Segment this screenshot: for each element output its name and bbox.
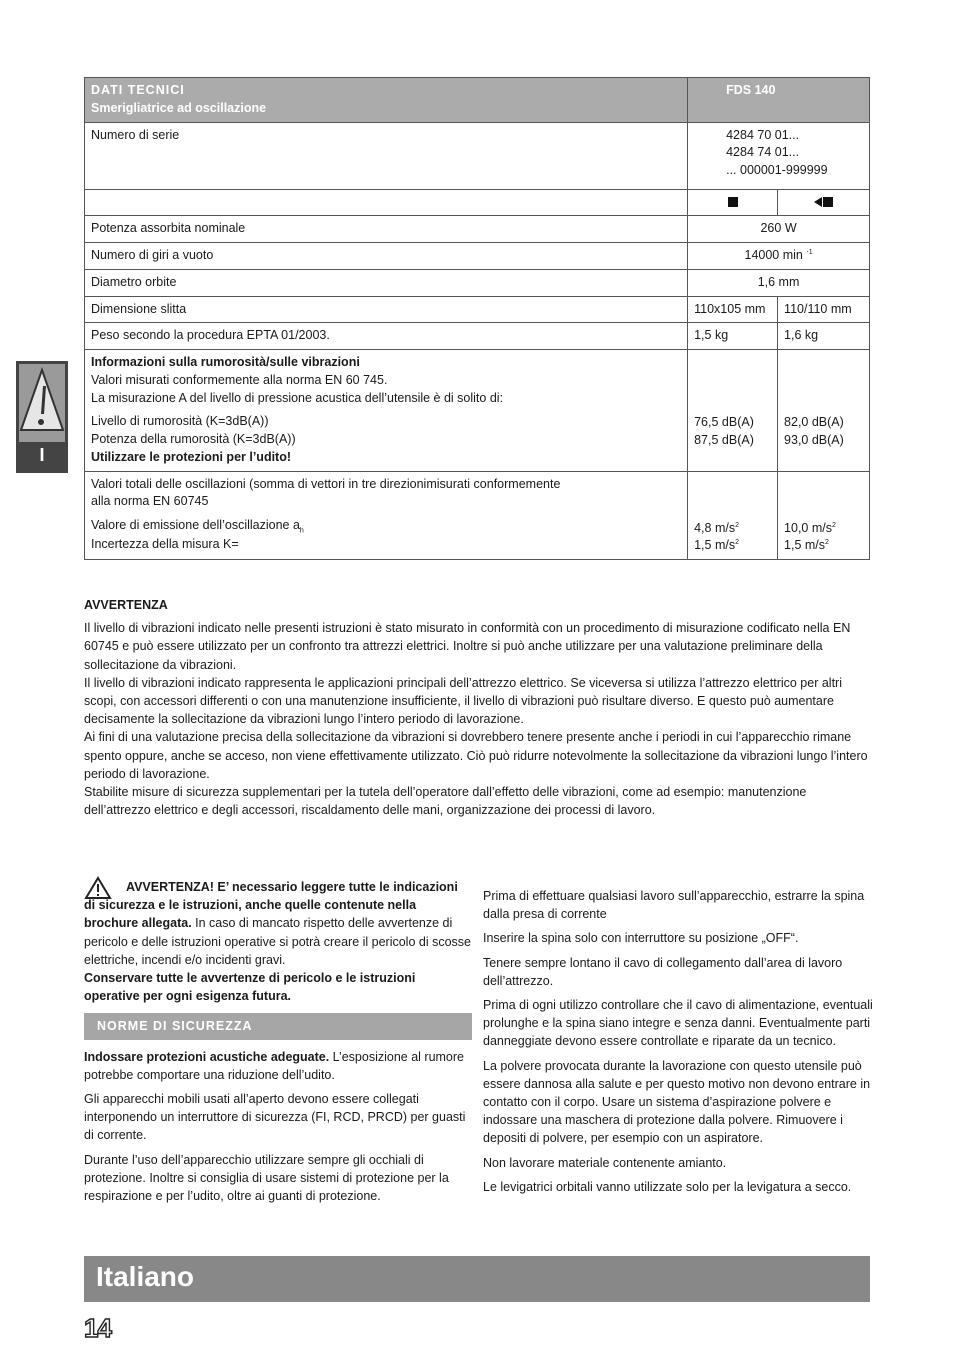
safety-warning-bold: AVVERTENZA! E’ necessario leggere tutte le indicazioni di sicurezza e le istruzioni, anche quelle contenute nella brochure allegata.: [84, 880, 458, 931]
vibration-warning-section: [84, 596, 874, 819]
pad-value-a: 110x105 mm: [688, 296, 778, 323]
serial-values-cell: [688, 122, 870, 189]
vibration-warning-title: AVVERTENZA: [84, 598, 168, 612]
pad-label: Dimensione slitta: [85, 296, 688, 323]
serial-label: Numero di serie: [85, 122, 688, 189]
vibration-warning-text: Il livello di vibrazioni indicato nelle presenti istruzioni è stato misurato in conformità con un procedimento di misurazione codificato nella EN 60745 e può essere utilizzato per un confronto tra attrezzi elettrici. Inoltre si può anche utilizzare per una valutazione preliminare della sollecitazione da vibrazioni. Il livello di vibrazioni indicato rappresenta le applicazioni principali dell’attrezzo elettrico. Se viceversa si utilizza l’attrezzo elettrico per altri scopi, con accessori differenti o con una manutenzione insufficiente, il livello di vibrazioni può risultare diverso. E questo può aumentare decisamente la sollecitazione da vibrazioni lungo l’intero periodo di lavorazione. Ai fini di una valutazione precisa della sollecitazione da vibrazioni si dovrebbero tenere presente anche i periodi in cui l’apparecchio rimane spento oppure, anche se acceso, non viene effettivamente utilizzato. Ciò può ridurre notevolmente la sollecitazione da vibrazioni lungo l’intero periodo di lavorazione. Stabilite misure di sicurezza supplementari per la tutela dell’operatore dall’effetto delle vibrazioni, come ad esempio: manutenzione dell’attrezzo elettrico e degli accessori, riscaldamento delle mani, organizzazione dei processi di lavoro.: [84, 621, 868, 818]
paragraph: La polvere provocata durante la lavorazione con questo utensile può essere dannosa alla salute e per questo motivo non devono entrare in contatto con il corpo. Usare un sistema d’aspirazione polvere e indossare una maschera di protezione dalla polvere. Rimuovere i depositi di polvere, per esempio con un aspiratore.: [483, 1058, 871, 1146]
noise-power-a: 87,5 dB(A): [694, 432, 754, 447]
unit-exponent: 2: [831, 521, 836, 529]
weight-value-b: 1,6 kg: [778, 323, 870, 350]
speed-value: 14000 min: [744, 248, 803, 262]
paragraph: Le levigatrici orbitali vanno utilizzate solo per la levigatura a secco.: [483, 1179, 852, 1194]
pad-value-b: 110/110 mm: [778, 296, 870, 323]
noise-values-b: [778, 350, 870, 472]
unit-exponent: 2: [735, 521, 740, 529]
paragraph-bold: Indossare protezioni acustiche adeguate.: [84, 1049, 330, 1064]
warning-icon-box: [19, 364, 65, 442]
vibration-values-b: [778, 471, 870, 560]
rewind-stop-symbol-cell: [778, 189, 870, 216]
serial-value: ... 000001-999999: [726, 163, 828, 177]
speed-unit-exponent: -1: [806, 248, 813, 256]
vibration-value-b-line: [784, 520, 863, 538]
section-title-safety-rules: NORME DI SICUREZZA: [84, 1013, 472, 1039]
speed-label: Numero di giri a vuoto: [85, 243, 688, 270]
table-row: [85, 269, 870, 296]
paragraph: Tenere sempre lontano il cavo di collegamento dall’area di lavoro dell’attrezzo.: [483, 955, 843, 988]
model-name: FDS 140: [688, 78, 870, 123]
vibration-uncertainty-label: Incertezza della misura K=: [91, 537, 239, 552]
language-footer-band: [84, 1256, 870, 1302]
vibration-values-a: [688, 471, 778, 560]
vibration-emission-label: Valore di emissione dell’oscillazione a: [91, 518, 300, 532]
orbit-label: Diametro orbite: [85, 269, 688, 296]
language-side-tab: [16, 361, 68, 473]
serial-value: 4284 70 01...: [726, 127, 800, 142]
noise-power-label: Potenza della rumorosità (K=3dB(A)): [91, 432, 296, 446]
table-title: DATI TECNICI: [91, 83, 185, 97]
language-title: Italiano: [96, 1261, 195, 1292]
noise-warning: Utilizzare le protezioni per l’udito!: [91, 449, 292, 464]
table-header-row: [85, 78, 870, 123]
paragraph: Prima di effettuare qualsiasi lavoro sull’apparecchio, estrarre la spina dalla presa di corrente: [483, 889, 865, 922]
paragraph: Durante l’uso dell’apparecchio utilizzare sempre gli occhiali di protezione. Inoltre si consiglia di usare sistemi di protezione per la respirazione e per l’udito, oltre ai guanti di protezione.: [84, 1152, 449, 1204]
power-value: 260 W: [688, 216, 870, 243]
table-row: [85, 323, 870, 350]
table-row: [85, 243, 870, 270]
vibration-uncertainty-a-line: [694, 537, 771, 555]
paragraph: Prima di ogni utilizzo controllare che il cavo di alimentazione, eventuali prolunghe e la spina siano integre e senza danni. Eventualmente parti danneggiate devono essere controllate e riparate da un tecnico.: [483, 998, 873, 1049]
noise-power-b: 93,0 dB(A): [784, 432, 844, 447]
noise-level-label: Livello di rumorosità (K=3dB(A)): [91, 414, 269, 429]
keep-instructions-note: Conservare tutte le avvertenze di pericolo e le istruzioni operative per ogni esigenza futura.: [84, 971, 416, 1004]
stop-symbol-cell: [688, 189, 778, 216]
vibration-uncertainty-b: 1,5 m/s: [784, 538, 826, 553]
right-column: [483, 887, 873, 1202]
vibration-uncertainty-b-line: [784, 537, 863, 555]
left-column: [84, 878, 472, 1211]
triangle-left-icon: [814, 197, 822, 207]
vibration-emission-label-line: [91, 517, 681, 536]
noise-info-cell: [85, 350, 688, 472]
noise-level-a: 76,5 dB(A): [694, 415, 754, 429]
warning-triangle-icon: [84, 876, 112, 900]
power-label: Potenza assorbita nominale: [85, 216, 688, 243]
orbit-value: 1,6 mm: [688, 269, 870, 296]
vibration-line: alla norma EN 60745: [91, 494, 209, 509]
speed-value-cell: [688, 243, 870, 270]
vibration-info-cell: [85, 471, 688, 560]
unit-exponent: 2: [825, 539, 829, 547]
paragraph: [84, 1048, 472, 1084]
weight-label: Peso secondo la procedura EPTA 01/2003.: [85, 323, 688, 350]
noise-line: La misurazione A del livello di pressione acustica dell’utensile è di solito di:: [91, 390, 504, 405]
paragraph: Gli apparecchi mobili usati all’aperto devono essere collegati interponendo un interruttore di sicurezza (FI, RCD, PRCD) per guasti di corrente.: [84, 1092, 466, 1143]
page-number: 14: [84, 1313, 111, 1343]
safety-warning-text: In caso di mancato rispetto delle avvertenze di pericolo e delle istruzioni operative si potrà creare il pericolo di scosse elettriche, incendi e/o incidenti gravi.: [84, 916, 471, 967]
paragraph-text: L’esposizione al rumore potrebbe comportare una riduzione dell’udito.: [84, 1049, 464, 1082]
table-row: [85, 471, 870, 560]
table-row: [85, 189, 870, 216]
table-subtitle: Smerigliatrice ad oscillazione: [91, 100, 267, 115]
unit-exponent: 2: [735, 539, 740, 547]
vibration-line: Valori totali delle oscillazioni (somma di vettori in tre direzionimisurati conformemente: [91, 476, 561, 491]
table-row: [85, 216, 870, 243]
noise-line: Valori misurati conformemente alla norma EN 60 745.: [91, 372, 388, 387]
square-stop-icon: [823, 197, 833, 207]
weight-value-a: 1,5 kg: [688, 323, 778, 350]
warning-triangle-icon: [19, 364, 65, 442]
vibration-emission-subscript: h: [299, 527, 304, 535]
table-row: [85, 350, 870, 472]
technical-data-table: [84, 77, 870, 560]
square-stop-icon: [728, 197, 738, 207]
noise-values-a: [688, 350, 778, 472]
vibration-uncertainty-a: 1,5 m/s: [694, 538, 736, 553]
serial-value: 4284 74 01...: [726, 145, 800, 160]
table-header-title-cell: [85, 78, 688, 123]
safety-warning-paragraph: [84, 878, 472, 969]
empty-cell: [85, 189, 688, 216]
vibration-value-a: 4,8 m/s: [694, 520, 736, 535]
table-row: [85, 122, 870, 189]
table-row: [85, 296, 870, 323]
paragraph: Inserire la spina solo con interruttore su posizione „OFF“.: [483, 931, 799, 946]
vibration-value-b: 10,0 m/s: [784, 520, 832, 535]
noise-title: Informazioni sulla rumorosità/sulle vibrazioni: [91, 355, 360, 369]
noise-level-b: 82,0 dB(A): [784, 415, 844, 429]
paragraph: Non lavorare materiale contenente amianto.: [483, 1155, 727, 1170]
language-letter: I: [39, 445, 45, 465]
vibration-value-a-line: [694, 520, 771, 538]
